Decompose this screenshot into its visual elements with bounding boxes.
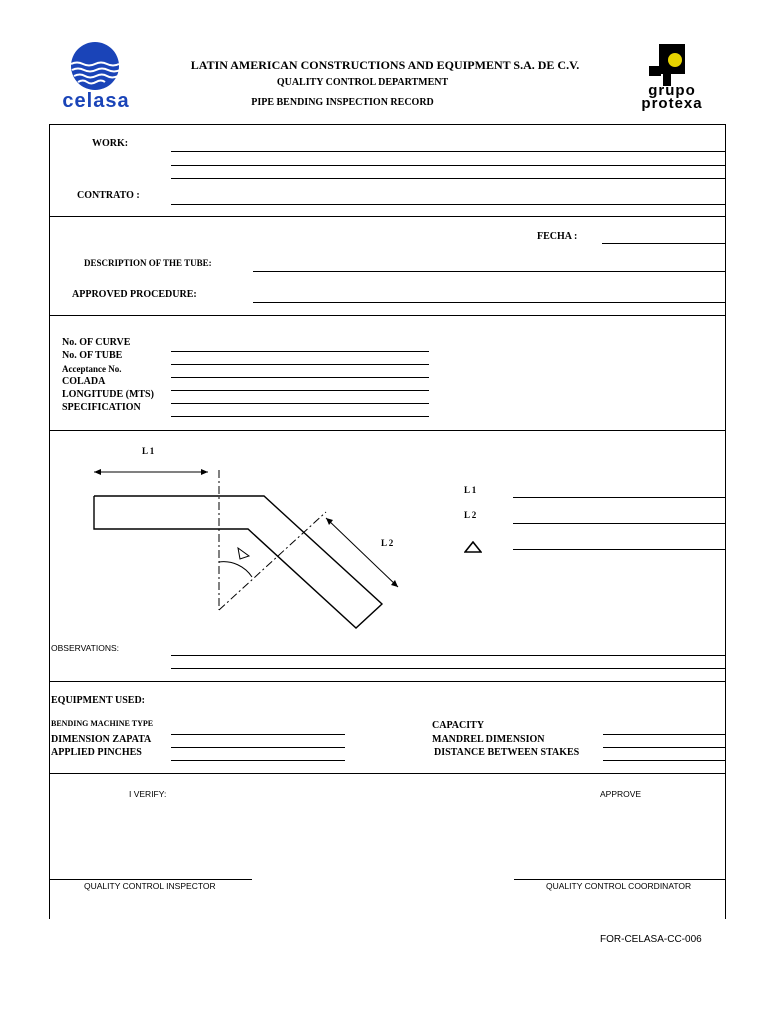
applied-pinches-label: APPLIED PINCHES — [51, 747, 142, 758]
form-code: FOR-CELASA-CC-006 — [600, 934, 702, 945]
colada-label: COLADA — [62, 376, 106, 387]
tube-number-label: No. OF TUBE — [62, 350, 123, 361]
protexa-logo-text: protexa — [641, 95, 703, 112]
observations-label: OBSERVATIONS: — [51, 643, 120, 653]
angle-triangle-icon — [464, 540, 482, 558]
curve-field-line-3[interactable] — [171, 377, 429, 378]
mandrel-dimension-label: MANDREL DIMENSION — [432, 734, 545, 745]
distance-stakes-field-line[interactable] — [603, 760, 725, 761]
equipment-title: EQUIPMENT USED: — [51, 695, 145, 706]
mandrel-dimension-field-line[interactable] — [603, 747, 725, 748]
curve-field-line-2[interactable] — [171, 364, 429, 365]
dimension-zapata-field-line[interactable] — [171, 734, 345, 735]
curve-field-line-4[interactable] — [171, 390, 429, 391]
machine-type-field-line[interactable] — [171, 760, 345, 761]
observations-field-line-2[interactable] — [171, 668, 725, 669]
longitude-label: LONGITUDE (MTS) — [62, 389, 154, 400]
section-divider-2 — [49, 315, 726, 316]
measurement-l1-label: L 1 — [464, 485, 477, 495]
work-label: WORK: — [92, 138, 129, 149]
dimension-zapata-label: DIMENSION ZAPATA — [51, 734, 152, 745]
date-label: FECHA : — [537, 231, 578, 242]
measurement-l2-field-line[interactable] — [513, 523, 725, 524]
specification-label: SPECIFICATION — [62, 402, 141, 413]
contract-label: CONTRATO : — [77, 190, 140, 201]
curve-field-line-5[interactable] — [171, 403, 429, 404]
inspector-signature-line[interactable] — [50, 879, 252, 880]
tube-description-field-line[interactable] — [253, 271, 725, 272]
acceptance-number-label: Acceptance No. — [62, 364, 122, 374]
work-field-line-1[interactable] — [171, 151, 725, 152]
capacity-field-line[interactable] — [603, 734, 725, 735]
observations-field-line-1[interactable] — [171, 655, 725, 656]
grupo-logo-text: grupo — [648, 82, 696, 99]
company-name: LATIN AMERICAN CONSTRUCTIONS AND EQUIPMENT S.A. DE C.V. — [190, 58, 580, 72]
verify-label: I VERIFY: — [129, 789, 167, 799]
inspector-label: QUALITY CONTROL INSPECTOR — [84, 881, 216, 891]
applied-pinches-field-line[interactable] — [171, 747, 345, 748]
approved-procedure-field-line[interactable] — [253, 302, 725, 303]
measurement-angle-field-line[interactable] — [513, 549, 725, 550]
curve-field-line-6[interactable] — [171, 416, 429, 417]
contract-field-line[interactable] — [171, 204, 725, 205]
work-field-line-3[interactable] — [171, 178, 725, 179]
record-title: PIPE BENDING INSPECTION RECORD — [251, 97, 434, 108]
approve-label: APPROVE — [600, 789, 642, 799]
form-right-border — [725, 124, 726, 919]
distance-stakes-label: DISTANCE BETWEEN STAKES — [434, 747, 580, 758]
measurement-l1-field-line[interactable] — [513, 497, 725, 498]
capacity-label: CAPACITY — [432, 720, 485, 731]
diagram-l1-label: L 1 — [142, 446, 155, 456]
approved-procedure-label: APPROVED PROCEDURE: — [72, 289, 197, 300]
department-name: QUALITY CONTROL DEPARTMENT — [276, 77, 449, 88]
section-divider-4 — [49, 681, 726, 682]
date-field-line[interactable] — [602, 243, 725, 244]
section-divider-5 — [49, 773, 726, 774]
curve-number-label: No. OF CURVE — [62, 337, 131, 348]
section-divider-1 — [49, 216, 726, 217]
machine-type-label: BENDING MACHINE TYPE — [51, 719, 154, 728]
coordinator-label: QUALITY CONTROL COORDINATOR — [546, 881, 692, 891]
work-field-line-2[interactable] — [171, 165, 725, 166]
tube-description-label: DESCRIPTION OF THE TUBE: — [84, 258, 212, 268]
diagram-l2-label: L 2 — [381, 538, 394, 548]
coordinator-signature-line[interactable] — [514, 879, 725, 880]
pipe-bend-diagram — [0, 430, 450, 650]
celasa-logo-text: celasa — [62, 90, 130, 112]
form-top-border — [49, 124, 726, 125]
curve-field-line-1[interactable] — [171, 351, 429, 352]
measurement-l2-label: L 2 — [464, 510, 477, 520]
